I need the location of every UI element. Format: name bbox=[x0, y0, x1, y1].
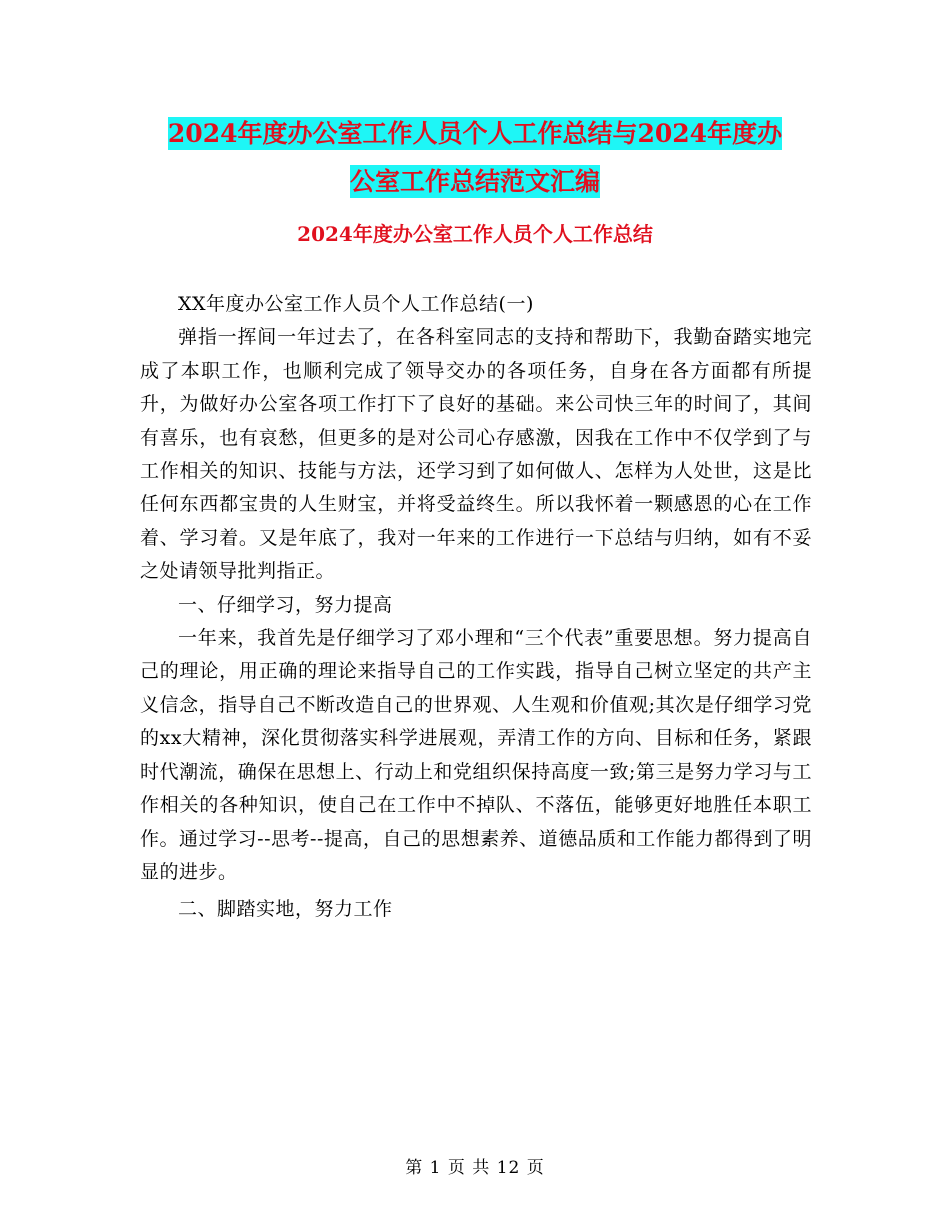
paragraph-subtitle: XX年度办公室工作人员个人工作总结(一) bbox=[178, 293, 534, 315]
page-number-footer: 第 1 页 共 12 页 bbox=[405, 1158, 545, 1178]
document-title-line-2: 公室工作总结范文汇编 bbox=[349, 167, 600, 196]
heading-study: 一、仔细学习，努力提高 bbox=[178, 593, 393, 616]
document-title-line-1: 2024年度办公室工作人员个人工作总结与2024年度办 bbox=[167, 119, 783, 148]
document-body bbox=[140, 288, 812, 927]
paragraph-study: 一年来，我首先是仔细学习了邓小理和“三个代表”重要思想。努力提高自己的理论，用正确的理论来指导自己的工作实践，指导自己树立坚定的共产主义信念，指导自己不断改造自己的世界观、人生观和价值观;其次是仔细学习党的xx大精神，深化贯彻落实科学进展观，弄清工作的方向、目标和任务，紧跟时代潮流，确保在思想上、行动上和党组织保持高度一致;第三是努力学习与工作相关的各种知识，使自己在工作中不掉队、不落伍，能够更好地胜任本职工作。通过学习--思考--提高，自己的思想素养、道德品质和工作能力都得到了明显的进步。 bbox=[140, 627, 812, 883]
heading-work: 二、脚踏实地，努力工作 bbox=[178, 898, 393, 921]
paragraph-intro: 弹指一挥间一年过去了，在各科室同志的支持和帮助下，我勤奋踏实地完成了本职工作，也顺利完成了领导交办的各项任务，自身在各方面都有所提升，为做好办公室各项工作打下了良好的基础。来公司快三年的时间了，其间有喜乐，也有哀愁，但更多的是对公司心存感激，因我在工作中不仅学到了与工作相关的知识、技能与方法，还学习到了如何做人、怎样为人处世，这是比任何东西都宝贵的人生财宝，并将受益终生。所以我怀着一颗感恩的心在工作着、学习着。又是年底了，我对一年来的工作进行一下总结与归纳，如有不妥之处请领导批判指正。 bbox=[140, 326, 812, 583]
document-title bbox=[140, 110, 810, 206]
section-title: 2024年度办公室工作人员个人工作总结 bbox=[297, 222, 653, 246]
